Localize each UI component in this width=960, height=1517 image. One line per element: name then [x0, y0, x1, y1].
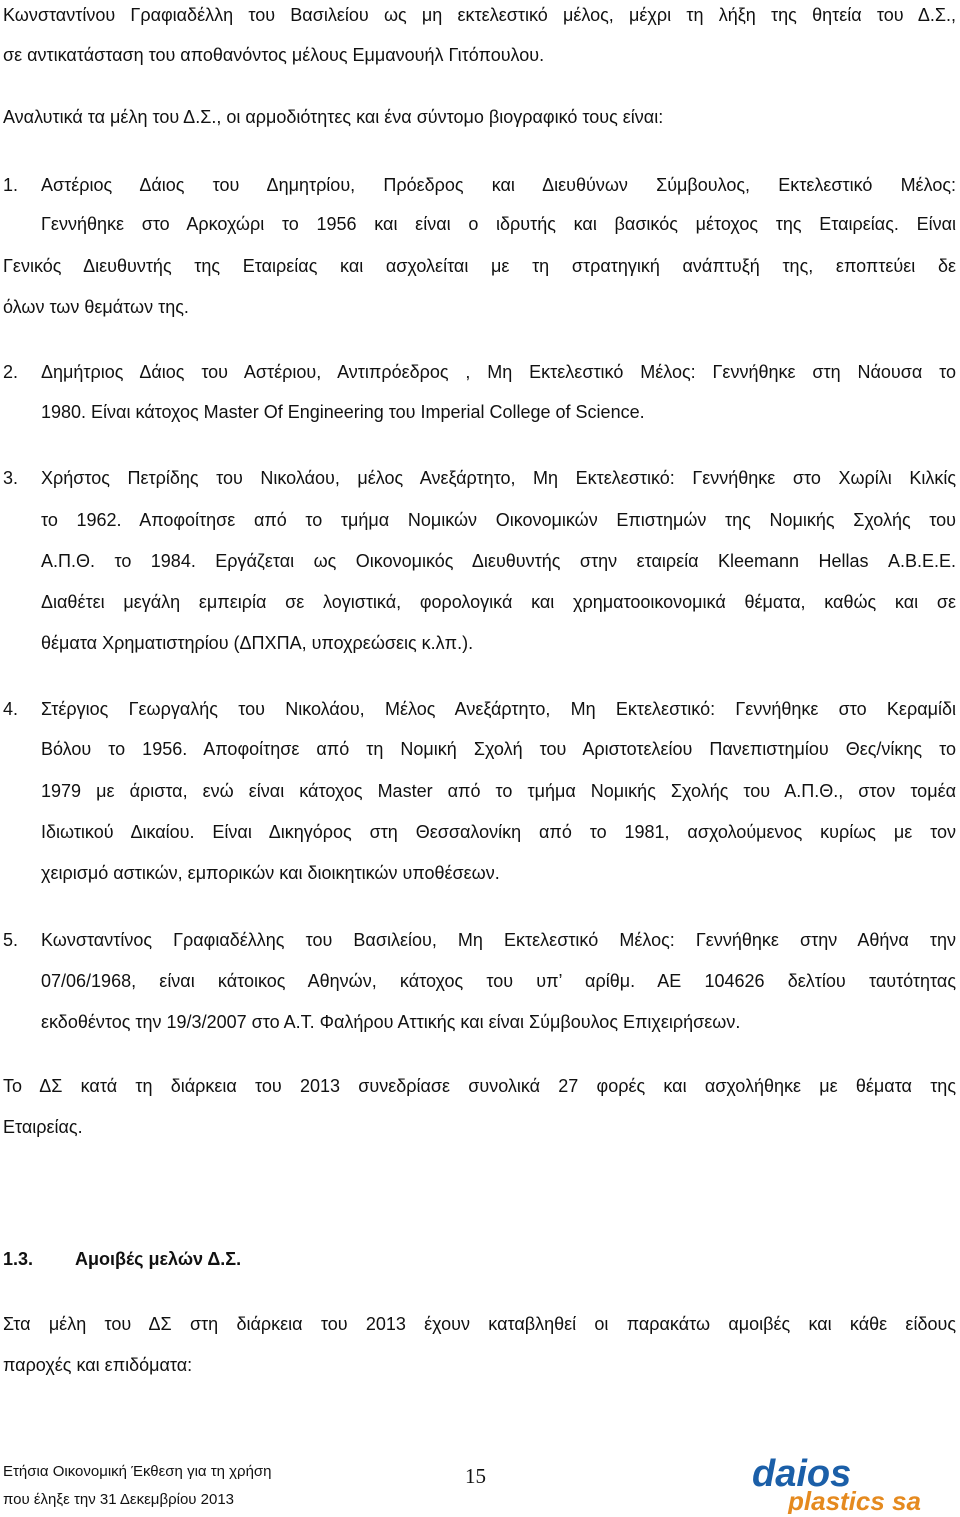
- member-3-line-5: θέματα Χρηματιστηρίου (ΔΠΧΠΑ, υποχρεώσεις κ.λπ.).: [41, 633, 474, 653]
- daios-plastics-logo: [746, 1452, 956, 1514]
- meetings-line-2: Εταιρείας.: [3, 1117, 83, 1137]
- section-title: Αμοιβές μελών Δ.Σ.: [75, 1249, 242, 1269]
- member-2-number: 2.: [3, 362, 19, 382]
- member-2-line-2: 1980. Είναι κάτοχος Master Of Engineering του Imperial College of Science.: [41, 402, 645, 422]
- footer-period: που έληξε την 31 Δεκεμβρίου 2013: [3, 1491, 235, 1508]
- member-5-number: 5.: [3, 930, 19, 950]
- member-5-line-2: 07/06/1968, είναι κάτοικος Αθηνών, κάτοχος του υπ’ αρίθμ. ΑΕ 104626 δελτίου ταυτότητας: [41, 971, 956, 991]
- section-number: 1.3.: [3, 1249, 34, 1269]
- remuneration-line-1: Στα μέλη του ΔΣ στη διάρκεια του 2013 έχουν καταβληθεί οι παρακάτω αμοιβές και κάθε είδους: [3, 1314, 956, 1334]
- member-2-line-1: Δημήτριος Δάιος του Αστέριου, Αντιπρόεδρος , Μη Εκτελεστικό Μέλος: Γεννήθηκε στη Νάουσα το: [41, 362, 956, 382]
- member-1-line-4: όλων των θεμάτων της.: [3, 297, 189, 317]
- remuneration-line-2: παροχές και επιδόματα:: [3, 1355, 193, 1375]
- member-5-line-1: Κωνσταντίνος Γραφιαδέλλης του Βασιλείου, Μη Εκτελεστικό Μέλος: Γεννήθηκε στην Αθήνα την: [41, 930, 956, 950]
- member-5-line-3: εκδοθέντος την 19/3/2007 στο Α.Τ. Φαλήρου Αττικής και είναι Σύμβουλος Επιχειρήσεων.: [41, 1012, 741, 1032]
- intro-line-1: Κωνσταντίνου Γραφιαδέλλη του Βασιλείου ως μη εκτελεστικό μέλος, μέχρι τη λήξη της θητεία του Δ.Σ.,: [3, 5, 956, 25]
- member-1-line-2: Γεννήθηκε στο Αρκοχώρι το 1956 και είναι ο ιδρυτής και βασικός μέτοχος της Εταιρείας. Είναι: [41, 214, 956, 234]
- member-4-number: 4.: [3, 699, 19, 719]
- member-3-line-3: Α.Π.Θ. το 1984. Εργάζεται ως Οικονομικός Διευθυντής στην εταιρεία Kleemann Hellas Α.Β.Ε.Ε.: [41, 551, 956, 571]
- intro-line-3: Αναλυτικά τα μέλη του Δ.Σ., οι αρμοδιότητες και ένα σύντομο βιογραφικό τους είναι:: [3, 107, 664, 127]
- logo-subtext: plastics sa: [788, 1486, 921, 1514]
- member-4-line-3: 1979 με άριστα, ενώ είναι κάτοχος Master από το τμήμα Νομικής Σχολής του Α.Π.Θ., στον τομέα: [41, 781, 956, 801]
- member-4-line-4: Ιδιωτικού Δικαίου. Είναι Δικηγόρος στη Θεσσαλονίκη από το 1981, ασχολούμενος κυρίως με τον: [41, 822, 956, 842]
- footer-report-title: Ετήσια Οικονομική Έκθεση για τη χρήση: [3, 1463, 272, 1480]
- meetings-line-1: Το ΔΣ κατά τη διάρκεια του 2013 συνεδρίασε συνολικά 27 φορές και ασχολήθηκε με θέματα της: [3, 1076, 956, 1096]
- intro-line-2: σε αντικατάσταση του αποθανόντος μέλους Εμμανουήλ Γιτόπουλου.: [3, 45, 545, 65]
- member-4-line-5: χειρισμό αστικών, εμπορικών και διοικητικών υποθέσεων.: [41, 863, 500, 883]
- member-1-number: 1.: [3, 175, 19, 195]
- member-1-line-1: Αστέριος Δάιος του Δημητρίου, Πρόεδρος και Διευθύνων Σύμβουλος, Εκτελεστικό Μέλος:: [41, 175, 956, 195]
- member-1-line-3: Γενικός Διευθυντής της Εταιρείας και ασχολείται με τη στρατηγική ανάπτυξή της, εποπτεύει δε: [3, 256, 956, 276]
- member-3-line-1: Χρήστος Πετρίδης του Νικολάου, μέλος Ανεξάρτητο, Μη Εκτελεστικό: Γεννήθηκε στο Χωρίλι Κιλκίς: [41, 468, 956, 488]
- member-4-line-2: Βόλου το 1956. Αποφοίτησε από τη Νομική Σχολή του Αριστοτελείου Πανεπιστημίου Θες/νίκης το: [41, 739, 956, 759]
- member-3-line-2: το 1962. Αποφοίτησε από το τμήμα Νομικών Οικονομικών Επιστημών της Νομικής Σχολής του: [41, 510, 956, 530]
- logo-wordmark: daios: [752, 1453, 852, 1495]
- page-number: 15: [465, 1464, 486, 1488]
- member-3-line-4: Διαθέτει μεγάλη εμπειρία σε λογιστικά, φορολογικά και χρηματοοικονομικά θέματα, καθώς και σε: [41, 592, 956, 612]
- member-3-number: 3.: [3, 468, 19, 488]
- member-4-line-1: Στέργιος Γεωργαλής του Νικολάου, Μέλος Ανεξάρτητο, Μη Εκτελεστικό: Γεννήθηκε στο Κεραμίδι: [41, 699, 956, 719]
